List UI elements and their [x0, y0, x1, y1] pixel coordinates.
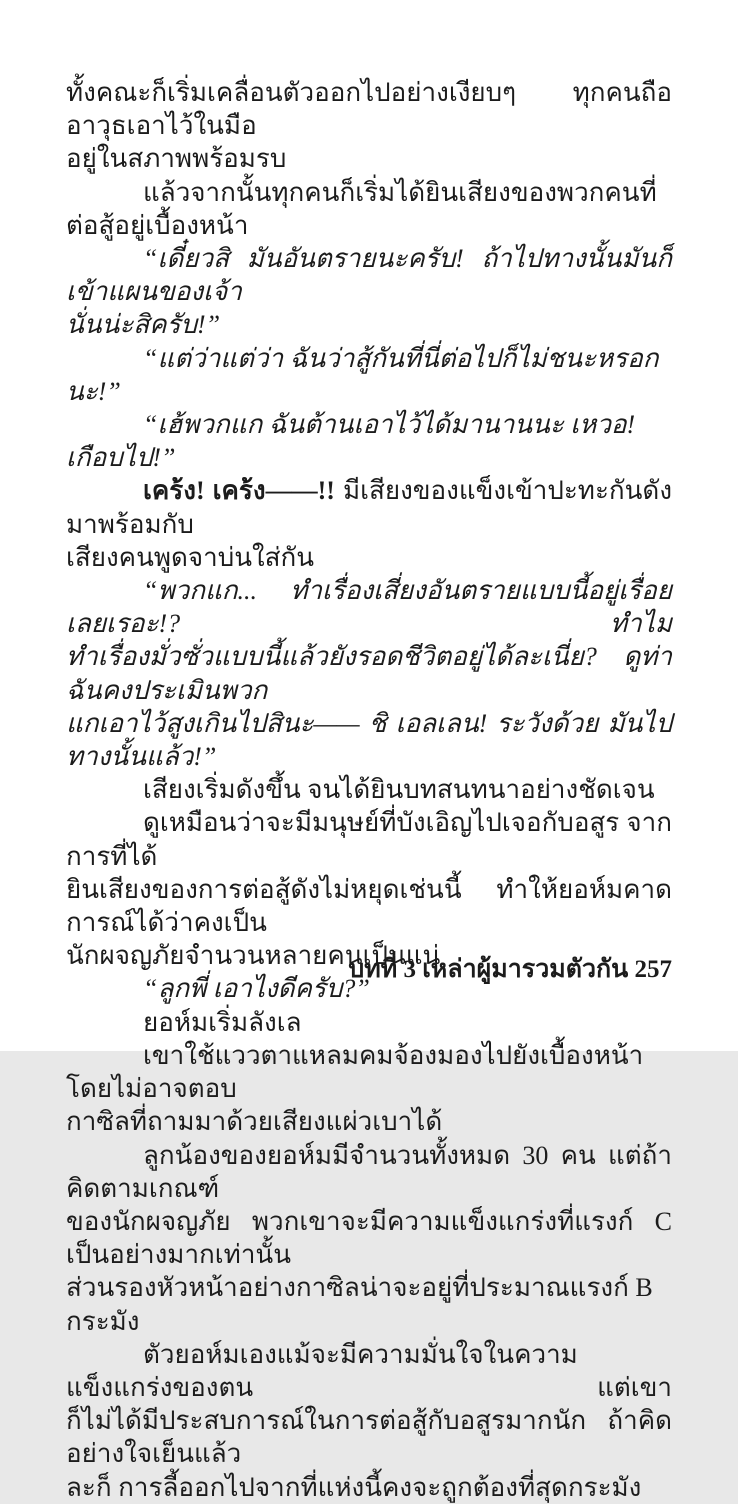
- text-line: [66, 1338, 672, 1404]
- text-segment: นั่นน่ะสิครับ!”: [66, 310, 221, 340]
- page-footer: [66, 953, 672, 986]
- text-line: [66, 1205, 672, 1271]
- text-segment: ของนักผจญภัย พวกเขาจะมีความแข็งแกร่งที่แรงก์ C เป็นอย่างมากเท่านั้น: [66, 1206, 672, 1270]
- text-segment: แกเอาไว้สูงเกินไปสินะ—— ชิ เอลเลน! ระวังด้วย มันไปทางนั้นแล้ว!”: [66, 708, 672, 772]
- text-segment: “ลูกพี่ เอาไงดีครับ?”: [143, 974, 370, 1004]
- text-segment: เสียงคนพูดจาบ่นใส่กัน: [66, 542, 315, 572]
- text-segment: ทำเรื่องมั่วซั่วแบบนี้แล้วยังรอดชีวิตอยู่ได้ละเนี่ย? ดูท่าฉันคงประเมินพวก: [66, 642, 672, 705]
- chapter-and-page-number: บทที่ 3 เหล่าผู้มารวมตัวกัน 257: [348, 956, 672, 983]
- text-line: [66, 76, 672, 142]
- text-line: [66, 640, 672, 706]
- text-segment: ก็ไม่ได้มีประสบการณ์ในการต่อสู้กับอสูรมากนัก ถ้าคิดอย่างใจเย็นแล้ว: [66, 1406, 672, 1469]
- text-line: [66, 773, 672, 806]
- text-segment: “แต่ว่าแต่ว่า ฉันว่าสู้กันที่นี่ต่อไปก็ไม่ชนะหรอกนะ!”: [66, 343, 659, 406]
- text-segment: ละก็ การลี้ออกไปจากที่แห่งนี้คงจะถูกต้องที่สุดกระมัง: [66, 1472, 642, 1502]
- text-segment: ส่วนรองหัวหน้าอย่างกาซิลน่าจะอยู่ที่ประมาณแรงก์ B กระมัง: [66, 1273, 653, 1336]
- text-segment: “เฮ้พวกแก ฉันต้านเอาไว้ได้มานานนะ เหวอ! เกือบไป!”: [66, 410, 636, 473]
- text-line: [66, 408, 672, 474]
- text-segment: แล้วจากนั้นทุกคนก็เริ่มได้ยินเสียงของพวกคนที่ต่อสู้อยู่เบื้องหน้า: [66, 177, 657, 240]
- text-segment: ลูกน้องของยอห์มมีจำนวนทั้งหมด 30 คน แต่ถ้าคิดตามเกณฑ์: [66, 1140, 672, 1203]
- text-line: [66, 342, 672, 408]
- text-segment: “พวกแก... ทำเรื่องเสี่ยงอันตรายแบบนี้อยู่เรื่อยเลยเรอะ!? ทำไม: [66, 576, 672, 639]
- text-segment: ทั้งคณะก็เริ่มเคลื่อนตัวออกไปอย่างเงียบๆ ทุกคนถืออาวุธเอาไว้ในมือ: [66, 78, 672, 141]
- text-line: [66, 1471, 672, 1504]
- text-segment: เคร้ง! เคร้ง——!!: [143, 476, 335, 506]
- text-line: [66, 707, 672, 773]
- text-line: [66, 541, 672, 574]
- text-segment: กาซิลที่ถามมาด้วยเสียงแผ่วเบาได้: [66, 1107, 443, 1137]
- text-line: [66, 176, 672, 242]
- text-line: [66, 1404, 672, 1470]
- text-segment: มีเสียงของแข็งเข้าปะทะกันดังมาพร้อมกับ: [66, 476, 673, 539]
- text-line: [66, 1006, 672, 1039]
- text-line: [66, 242, 672, 308]
- text-segment: นักผจญภัยจำนวนหลายคนเป็นแน่: [66, 941, 441, 971]
- text-line: [66, 1105, 672, 1138]
- text-line: [66, 1271, 672, 1337]
- text-segment: “เดี๋ยวสิ มันอันตรายนะครับ! ถ้าไปทางนั้นมันก็เข้าแผนของเจ้า: [66, 244, 672, 307]
- text-segment: เสียงเริ่มดังขึ้น จนได้ยินบทสนทนาอย่างชัดเจน: [143, 775, 655, 805]
- text-line: [66, 142, 672, 175]
- text-segment: ดูเหมือนว่าจะมีมนุษย์ที่บังเอิญไปเจอกับอสูร จากการที่ได้: [66, 808, 672, 871]
- text-line: [66, 1139, 672, 1205]
- text-line: [66, 873, 672, 939]
- text-segment: เขาใช้แววตาแหลมคมจ้องมองไปยังเบื้องหน้า โดยไม่อาจตอบ: [66, 1040, 644, 1104]
- text-segment: ตัวยอห์มเองแม้จะมีความมั่นใจในความแข็งแกร่งของตน แต่เขา: [66, 1339, 672, 1402]
- text-line: [66, 574, 672, 640]
- body-text: [66, 76, 672, 1504]
- text-segment: ยอห์มเริ่มลังเล: [143, 1007, 302, 1037]
- text-segment: ยินเสียงของการต่อสู้ดังไม่หยุดเช่นนี้ ทำให้ยอห์มคาดการณ์ได้ว่าคงเป็น: [66, 874, 672, 938]
- text-line: [66, 1039, 672, 1105]
- text-line: [66, 308, 672, 341]
- text-line: [66, 474, 672, 540]
- text-line: [66, 806, 672, 872]
- text-segment: อยู่ในสภาพพร้อมรบ: [66, 144, 287, 174]
